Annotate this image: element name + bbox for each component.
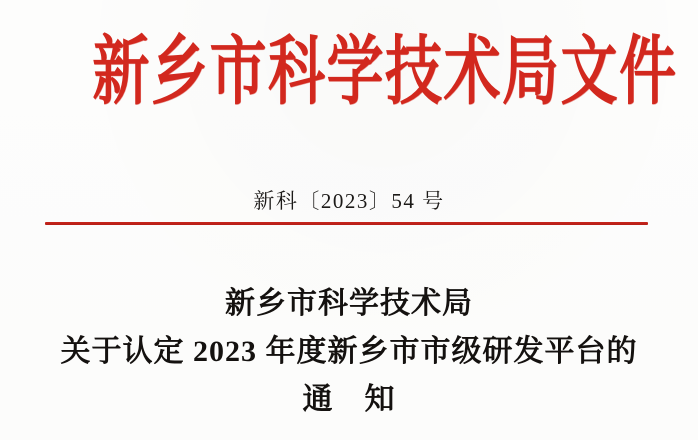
masthead-row <box>0 28 698 138</box>
document-number: 新科〔2023〕54 号 <box>253 189 445 213</box>
document-masthead-title: 新乡市科学技术局文件 <box>92 31 678 114</box>
title-subject-line: 关于认定 2023 年度新乡市市级研发平台的 <box>60 335 638 368</box>
red-divider-line <box>45 222 648 225</box>
document-title-block <box>0 280 698 424</box>
title-issuer-line: 新乡市科学技术局 <box>225 287 473 320</box>
title-notice-line: 通 知 <box>302 383 396 416</box>
